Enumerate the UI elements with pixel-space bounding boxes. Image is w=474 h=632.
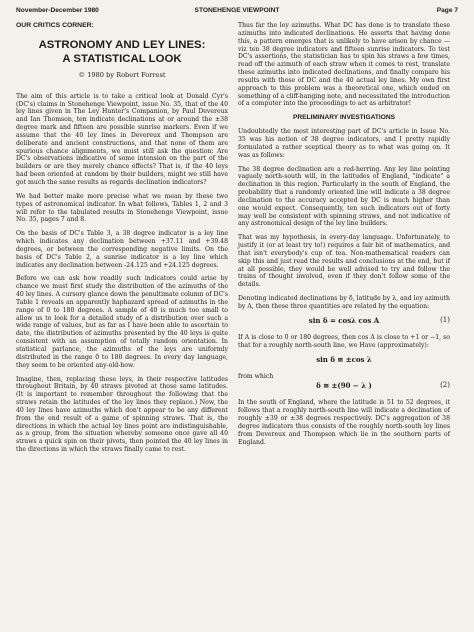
- title-line-2: A STATISTICAL LOOK: [62, 52, 182, 65]
- equation-formula: sin δ ≅ ±cos λ: [316, 354, 372, 364]
- page-header: [16, 7, 458, 19]
- byline: © 1980 by Robert Forrest: [78, 70, 166, 79]
- section-heading: PRELIMINARY INVESTIGATIONS: [292, 114, 396, 122]
- paragraph: We had better make more precise what we mean by these two types of astronomical indicator. In what follows, Tables 1, 2 and 3 will refer to the tabulated results in Stonehenge Viewpoint, issue No. 35, pages 7 and 8.: [16, 192, 228, 224]
- page-number: Page 7: [436, 7, 458, 14]
- paragraph: That was my hypothesis, in every-day language. Unfortunately, to justify it (or at least try to!) requires a fair bit of mathematics, and that isn't everybody's cup of tea. Non-mathematical readers can skip this and just read the results and conclusions at the end, but if at all possible, they would be well advised to try and follow the trains of thought involved, even if they don't follow some of the details.: [238, 234, 450, 289]
- from-which-text: from which: [238, 372, 274, 380]
- section-label: OUR CRITICS CORNER:: [16, 22, 94, 29]
- publication-name: STONEHENGE VIEWPOINT: [194, 7, 280, 14]
- equation-approx: [238, 356, 450, 368]
- title-line-1: ASTRONOMY AND LEY LINES:: [38, 38, 206, 51]
- equation-1: [238, 317, 450, 329]
- paragraph: Imagine, then, replacing these leys, in their respective latitudes throughout Britain, by 40 straws pivoted at those same latitudes. (It is important to remember throughout the following that the straws retain the latitudes of the ley lines they replace.) Now, the 40 ley lines have azimuths which don't appear to be any different from the end result of a game of spinning straws. That is, the directions in which the actual ley lines point are indistinguishable, as a group, from the situation whereby someone once gave all 40 straws a quick spin on their pivots, then pointed the 40 ley lines in the directions in which the straws finally came to rest.: [16, 375, 228, 454]
- equation-formula: sin δ = cosλ cos A: [308, 315, 380, 325]
- equation-2: [238, 382, 450, 394]
- paragraph: In the south of England, where the latitude is 51 to 52 degrees, it follows that a roughly north-south line will indicate a declination of roughly ±39 or ±38 degrees respectively. DC's aggregation of 38 degree indicators thus consists of the roughly north-south ley lines from Devereux and Thompson which lie in the southern parts of England.: [238, 399, 450, 446]
- right-column: [238, 22, 450, 452]
- article-title: [16, 38, 228, 66]
- paragraph: On the basis of DC's Table 3, a 38 degree indicator is a ley line which indicates any declination between +37.11 and +39.48 degrees, or between the corresponding negative limits. On the basis of DC's Table 2, a sunrise indicator is a ley line which indicates any declination between -24.125 and +24.125 degrees.: [16, 230, 228, 269]
- issue-date: November-December 1980: [16, 7, 99, 14]
- left-column: [16, 22, 228, 460]
- equation-number: (2): [440, 381, 450, 390]
- equation-number: (1): [440, 315, 450, 324]
- paragraph: Denoting indicated declinations by δ, latitude by λ, and ley azimuth by A, then these three quantities are related by the equation:: [238, 295, 450, 310]
- paragraph: Undoubtedly the most interesting part of DC's article in Issue No. 35 was his notion of 38 degree indicators, and I pretty rapidly formulated a rather sceptical theory as to what was going on. It was as follows:: [238, 128, 450, 159]
- paragraph: If A is close to 0 or 180 degrees, then cos A is close to +1 or −1, so that for a roughly north-south line, we Have (approximately):: [238, 333, 450, 349]
- paragraph: Thus far the ley azimuths. What DC has done is to translate these azimuths into indicated declinations. He asserts that having done this, a pattern emerges that is unlikely to have arisen by chance — viz ten 38 degree indicators and fifteen sunrise indicators. To test DC's assertions, the statistician has to spin his straws a few times, read off the azimuth of each straw when it comes to rest, translate these azimuths into indicated declinations, and finally compare his results with those of DC and the 40 actual ley lines. My own first approach to this problem was a theoretical one, which ended on something of a cliff-hanging note, and necessitated the introduction of a computer into the proceedings to act as arbitrator!: [238, 22, 450, 108]
- paragraph: Before we can ask how readily such indicators could arise by chance we must first study the distribution of the azimuths of the 40 ley lines. A cursory glance down the penultimate column of DC's Table 1 reveals an apparently haphazard spread of azimuths in the range of 0 to 180 degrees. A sample of 40 is much too small to allow us to look for a detailed study of a distribution over such a wide range of values, but as far as I have been able to ascertain to date, the distribution of azimuths presented by the 40 leys is quite consistent with an assumption of totally random orientation. In statistical parlance, the azimuths of the leys are uniformly distributed in the range 0 to 180 degrees. In every day language, they seem to be oriented any-old-how.: [16, 275, 228, 369]
- paragraph: The aim of this article is to take a critical look at Donald Cyr's (DC's) claims in Stonehenge Viewpoint, issue No. 35, that of the 40 ley lines given in The Ley Hunter's Companion, by Paul Devereux and Ian Thomson, ten indicate declinations at or around the ±38 degree mark and fifteen are possible sunrise markers. Even if we assume that the 40 ley lines in Devereux and Thompson are deliberate and ancient constructions, and that none of them are spurious chance alignments, we must still ask the question: Are DC's observations indicative of some intension on the part of the builders or are they merely chance effects? That is, if the 40 leys had been oriented at random by their builders, might we still have got much the same results as regards declination indicators?: [16, 92, 228, 186]
- equation-formula: δ ≅ ±(90 − λ ): [316, 381, 372, 391]
- paragraph: The 38 degree declination are a red-herring. Any ley line pointing vaguely north-south will, in the latitudes of England, "indicate" a declination in this region. Particularly in the south of England, the probability that a randomly oriented line will indicate a 38 degree declination to the accuracy accepted by DC is much higher than one would expect. Consequently, ten such indicators out of forty may well be consistent with spinning straws, and not indicative of any astronomical design of the ley line builders.: [238, 165, 450, 228]
